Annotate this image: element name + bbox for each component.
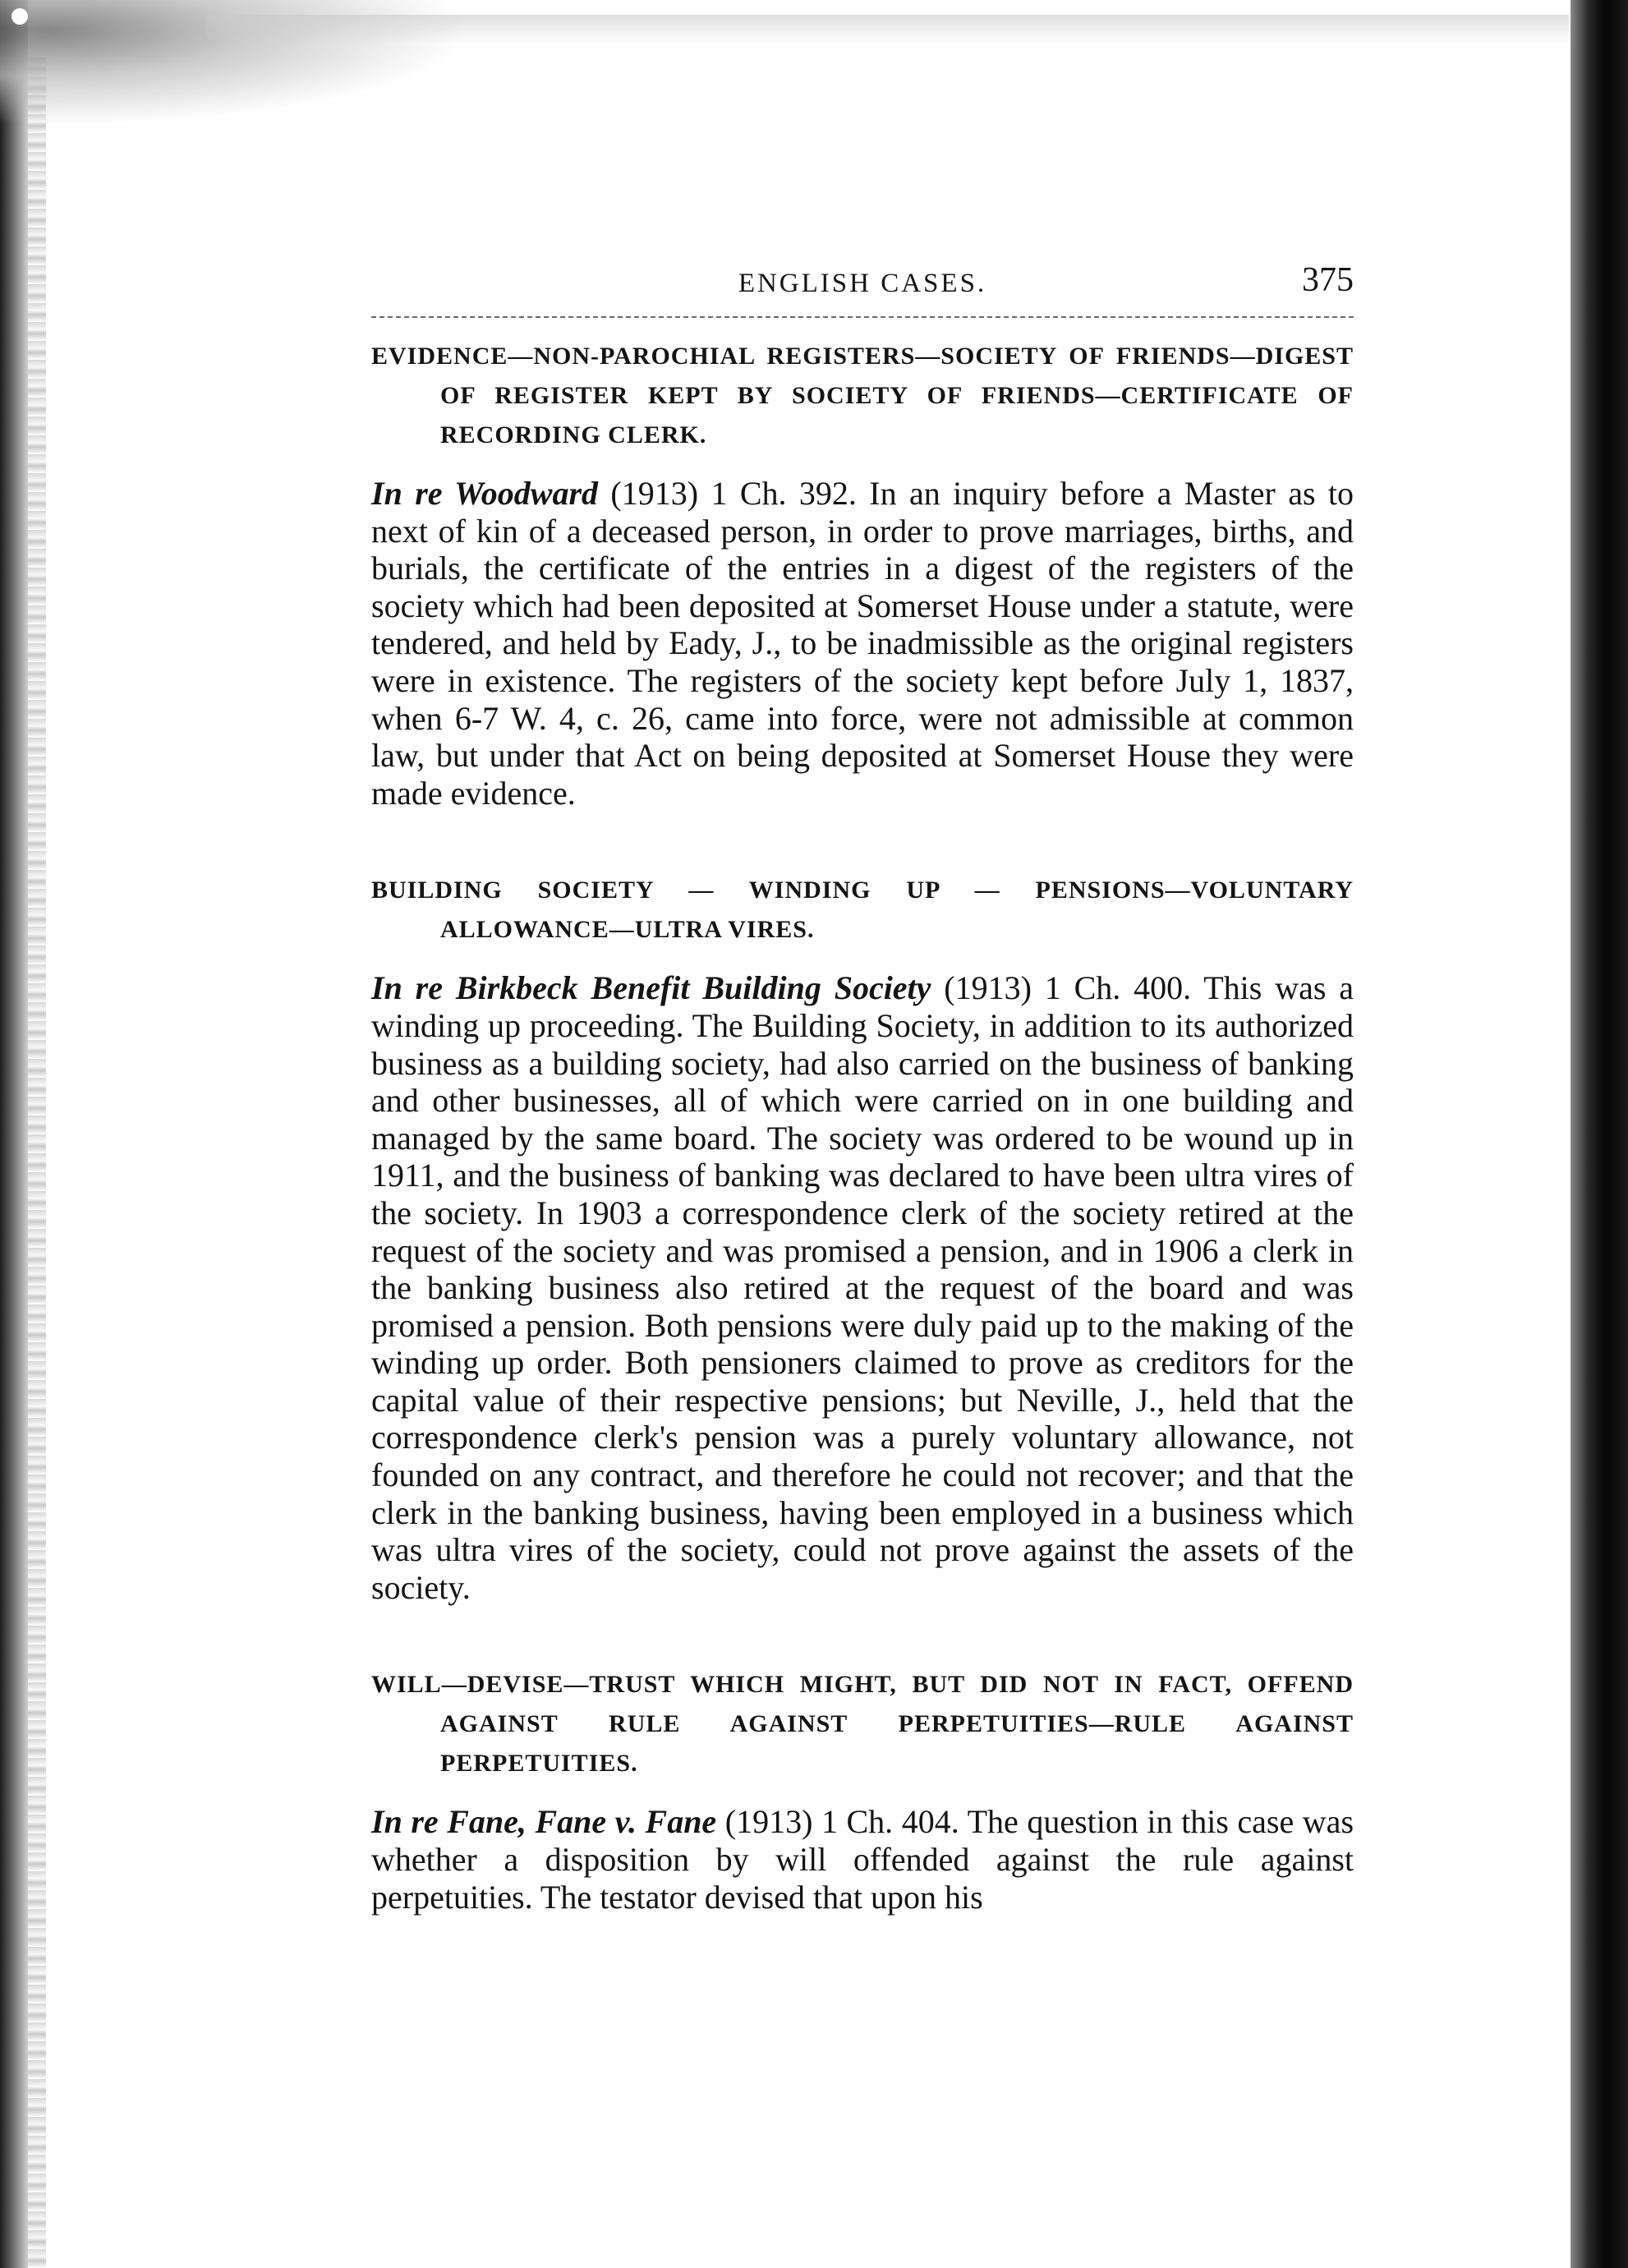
case-citation: (1913) 1 Ch. 392.	[610, 475, 857, 512]
page-content	[371, 337, 1354, 1975]
case-paragraph-fane	[371, 1803, 1354, 1916]
section-heading-will-devise: WILL—DEVISE—TRUST WHICH MIGHT, BUT DID NOT IN FACT, OFFEND AGAINST RULE AGAINST PERPETUITIES—RULE AGAINST PERPETUITIES.	[371, 1671, 1354, 1778]
case-citation: (1913) 1 Ch. 400.	[944, 969, 1192, 1007]
scan-strip-top	[205, 15, 1569, 44]
page-number: 375	[1302, 261, 1354, 299]
section-heading-evidence: EVIDENCE—NON-PAROCHIAL REGISTERS—SOCIETY OF FRIENDS—DIGEST OF REGISTER KEPT BY SOCIETY OF FRIENDS—CERTIFICATE OF RECORDING CLERK.	[371, 343, 1354, 449]
case-citation: (1913) 1 Ch. 404.	[724, 1803, 959, 1841]
scan-edge-left	[0, 0, 28, 2268]
scan-hole	[11, 8, 28, 25]
scan-edge-right	[1571, 0, 1628, 2268]
scan-speckle-left	[28, 58, 46, 2267]
page-header	[371, 251, 1354, 318]
case-body: The question in this case was whether a disposition by will offended against the rule against perpetuities. The testator devised that upon his	[371, 1803, 1354, 1916]
running-title: ENGLISH CASES.	[738, 269, 987, 298]
section-heading-building-society: BUILDING SOCIETY — WINDING UP — PENSIONS—VOLUNTARY ALLOWANCE—ULTRA VIRES.	[371, 876, 1354, 944]
case-name: In re Fane, Fane v. Fane	[371, 1803, 717, 1841]
case-body: In an inquiry before a Master as to next of kin of a deceased person, in order to prove marriages, births, and burials, the certificate of the entries in a digest of the registers of the society which had been deposited at Somerset House under a statute, were tendered, and held by Eady, J., to be inadmissible as the original registers were in existence. The registers of the society kept before July 1, 1837, when 6-7 W. 4, c. 26, came into force, were not admissible at common law, but under that Act on being deposited at Somerset House they were made evidence.	[371, 475, 1354, 812]
case-paragraph-woodward	[371, 475, 1354, 812]
case-name: In re Woodward	[371, 475, 599, 512]
case-name: In re Birkbeck Benefit Building Society	[371, 969, 931, 1007]
case-paragraph-birkbeck	[371, 969, 1354, 1606]
case-body: This was a winding up proceeding. The Building Society, in addition to its authorized business as a building society, had also carried on the business of banking and other businesses, all of which were carried on in one building and managed by the same board. The society was ordered to be wound up in 1911, and the business of banking was declared to have been ultra vires of the society. In 1903 a correspondence clerk of the society retired at the request of the society and was promised a pension, and in 1906 a clerk in the banking business also retired at the request of the board and was promised a pension. Both pensions were duly paid up to the making of the winding up order. Both pensioners claimed to prove as creditors for the capital value of their respective pensions; but Neville, J., held that the correspondence clerk's pension was a purely voluntary allowance, not founded on any contract, and therefore he could not recover; and that the clerk in the banking business, having been employed in a business which was ultra vires of the society, could not prove against the assets of the society.	[371, 969, 1354, 1606]
